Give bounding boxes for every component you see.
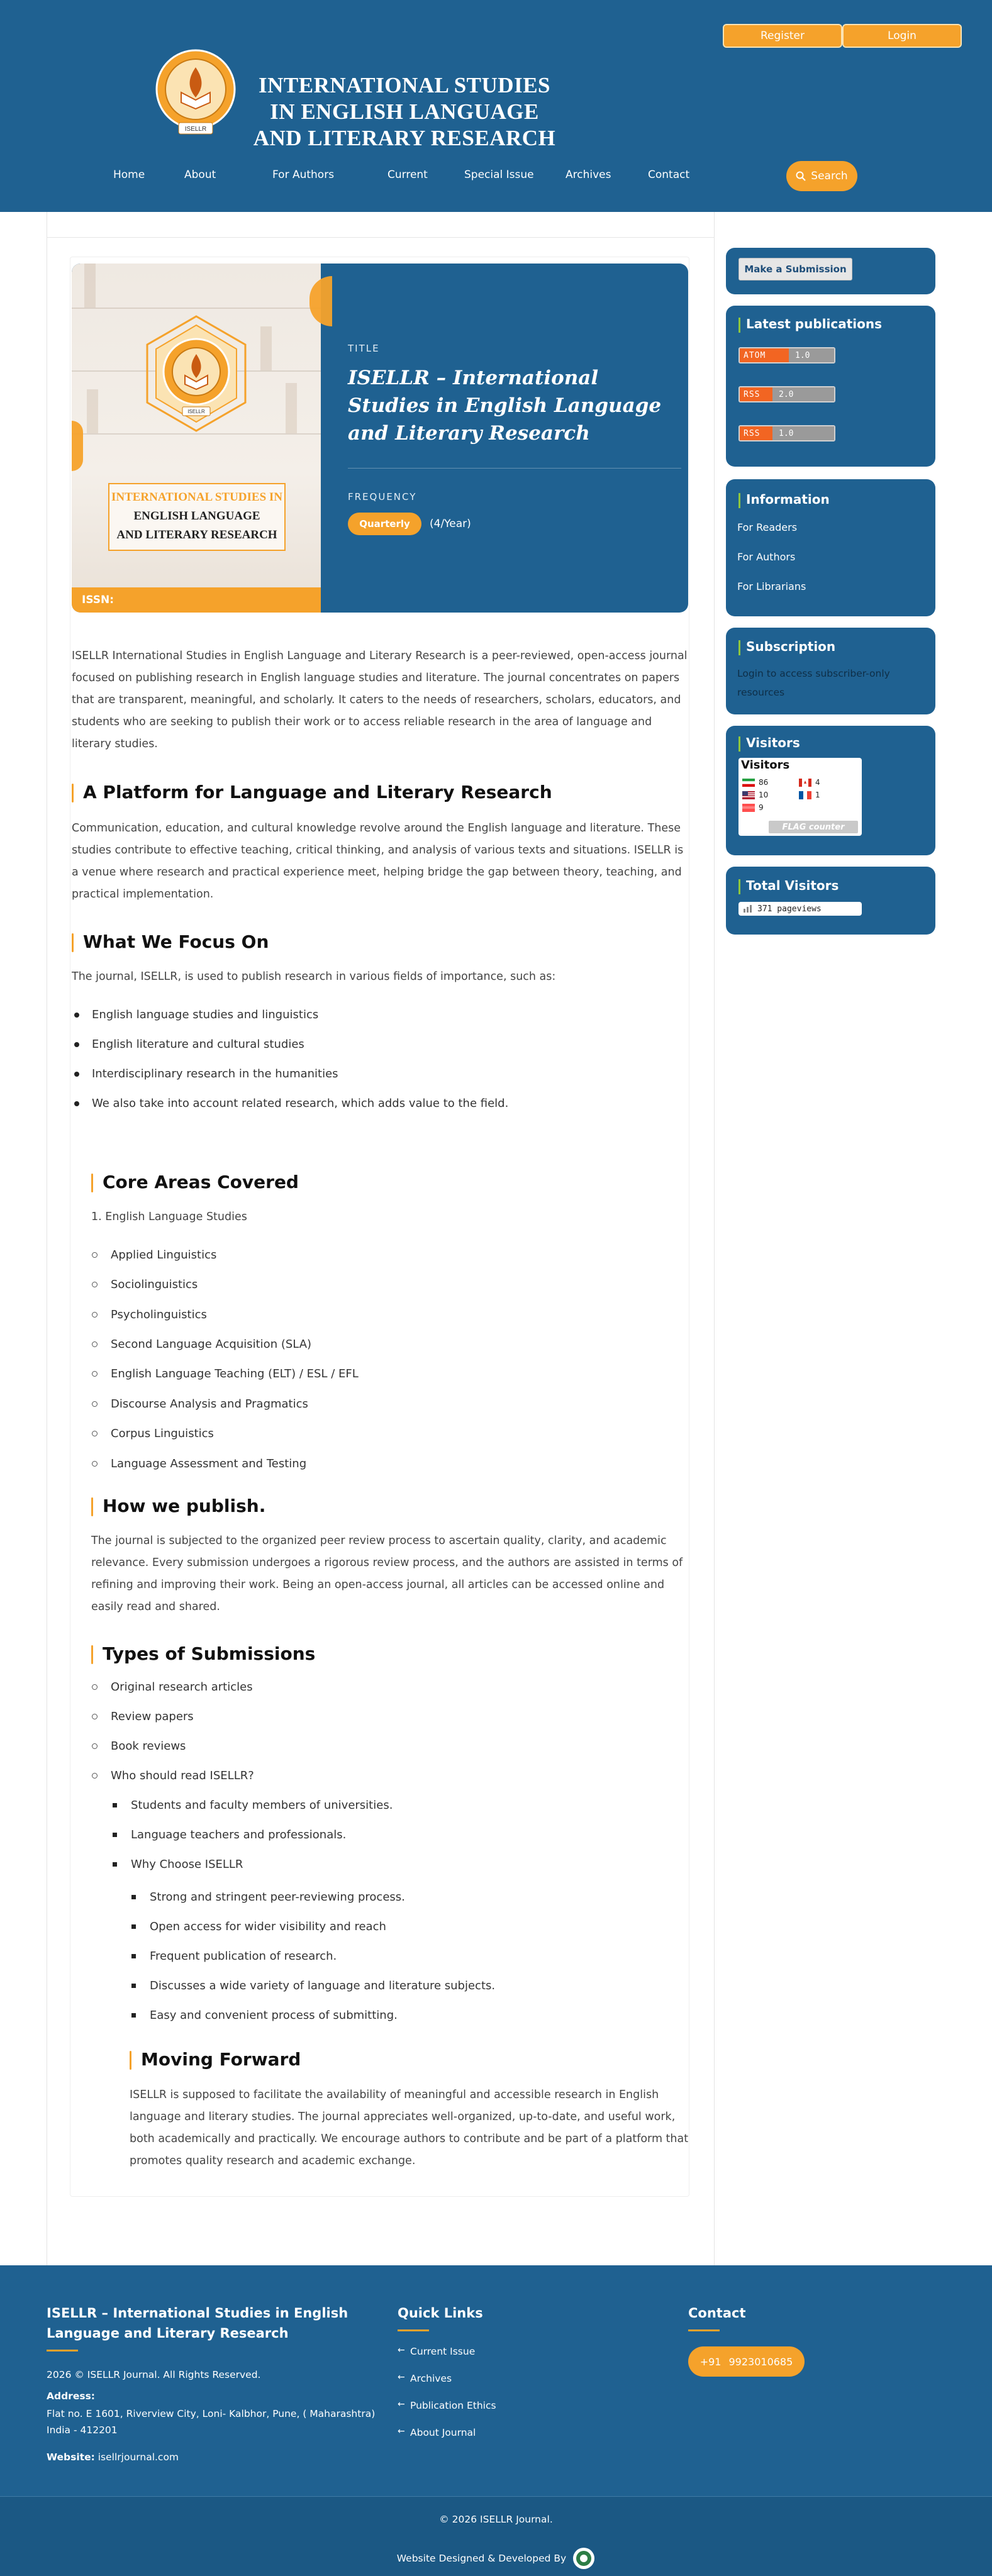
journal-hero-card [72,264,688,613]
register-button[interactable]: Register [723,24,842,48]
search-button[interactable] [786,161,857,191]
list-item: Discourse Analysis and Pragmatics [92,1396,308,1413]
designed-by-text: Website Designed & Developed By [396,2553,567,2564]
list-item: Language Assessment and Testing [92,1456,306,1472]
journal-title: ISELLR – International Studies in English Language and Literary Research [348,367,662,445]
cover-logo-text: ISELLR [187,409,205,414]
hero-decoration [72,421,83,471]
list-item: Language teachers and professionals. [112,1827,346,1843]
cover-name-line2: ENGLISH LANGUAGE [133,509,260,523]
quick-link-about-journal[interactable]: ← About Journal [398,2427,476,2438]
rss2-feed-link[interactable] [738,386,835,402]
visitors-block [726,726,935,855]
flag-row [799,778,820,787]
subscription-title: Subscription [738,639,835,654]
moving-forward-paragraph: ISELLR is supposed to facilitate the availability of meaningful and accessible research in English language and literary studies. The journal appreciates well-organized, up-to-date, and useful work, both academically and practically. We encourage authors to contribute and be part of a platform that promotes quality research and academic exchange. [130,2089,689,2167]
info-link-authors[interactable]: For Authors [737,551,796,563]
designer-credit [0,2547,992,2570]
list-item: English Language Teaching (ELT) / ESL / EFL [92,1366,359,1382]
platform-paragraph: Communication, education, and cultural knowledge revolve around the English language and literature. These studies contribute to effective teaching, critical thinking, and analysis of various texts and situations. ISELLR is a venue where research and practical experience meet, helping bridge the gap between theory, teaching, and practical implementation. [72,822,684,901]
list-item: Interdisciplinary research in the humanities [73,1066,338,1082]
how-we-publish-heading: How we publish. [91,1495,265,1518]
phone-prefix: +91 [699,2355,722,2368]
title-label: TITLE [348,343,380,354]
flag-france-icon [799,791,811,799]
frequency-badge: Quarterly [348,513,421,535]
info-link-readers[interactable]: For Readers [737,521,798,533]
address-label: Address: [47,2390,95,2402]
flag-count: 1 [815,791,820,799]
cover-logo [145,315,248,432]
phone-button[interactable] [688,2346,805,2377]
platform-heading: A Platform for Language and Literary Research [72,781,552,804]
cover-name-line3: AND LITERARY RESEARCH [116,528,277,541]
flag-counter-heading: Visitors [741,758,790,772]
list-item: Open access for wider visibility and reach [131,1919,386,1935]
list-item: Applied Linguistics [92,1247,216,1263]
website-info [47,2450,179,2465]
logo-text: ISELLR [184,126,207,133]
information-title: Information [738,492,830,507]
nav-about[interactable]: About [184,169,216,181]
website-link[interactable]: isellrjournal.com [98,2451,179,2463]
list-item: Easy and convenient process of submitting. [131,2007,398,2024]
nav-contact[interactable]: Contact [648,169,690,181]
core-areas-subheading: 1. English Language Studies [91,1211,247,1223]
quick-links-title: Quick Links [398,2306,483,2321]
feed-type: RSS [740,426,772,440]
flag-row [742,778,768,787]
flag-iran-icon [742,779,755,787]
flag-counter-widget[interactable] [738,758,862,836]
contact-title: Contact [688,2306,746,2321]
site-header [0,0,992,212]
website-label: Website: [47,2451,95,2463]
quick-link-archives[interactable]: ← Archives [398,2373,452,2384]
flag-count: 86 [759,778,769,787]
list-item: Who should read ISELLR? [92,1768,254,1784]
nav-for-authors[interactable]: For Authors [272,169,335,181]
site-footer [0,2265,992,2576]
list-item: We also take into account related research, which adds value to the field. [73,1096,508,1112]
nav-archives[interactable]: Archives [566,169,611,181]
rss1-feed-link[interactable] [738,425,835,441]
latest-publications-block [726,306,935,467]
feed-version: 2.0 [772,387,834,401]
list-item: Sociolinguistics [92,1277,198,1293]
pageviews-counter [738,902,862,916]
info-link-librarians[interactable]: For Librarians [737,580,806,592]
flag-counter-logo: FLAG counter [769,821,858,833]
nav-current[interactable]: Current [387,169,428,181]
frequency-label: FREQUENCY [348,491,417,502]
footer-underline [398,2329,429,2331]
list-item: English language studies and linguistics [73,1007,318,1023]
list-item: Discusses a wide variety of language and literature subjects. [131,1978,495,1994]
search-icon [796,171,806,181]
search-label: Search [811,170,848,182]
login-button[interactable]: Login [842,24,962,48]
developer-logo-icon[interactable] [572,2547,595,2570]
footer-bottom-bar [0,2496,992,2576]
quick-link-publication-ethics[interactable]: ← Publication Ethics [398,2400,496,2411]
make-submission-button[interactable]: Make a Submission [738,258,852,280]
frequency-detail: (4/Year) [430,518,471,530]
focus-heading: What We Focus On [72,931,269,953]
submission-types-heading: Types of Submissions [91,1643,315,1665]
site-title[interactable]: INTERNATIONAL STUDIES IN ENGLISH LANGUAGE AND LITERARY RESEARCH [253,73,556,150]
pageviews-value: 371 pageviews [757,904,822,914]
visitors-title: Visitors [738,735,800,750]
flag-row [742,803,764,812]
moving-forward-heading: Moving Forward [130,2048,301,2071]
hero-details [348,264,675,613]
phone-number: 9923010685 [728,2355,793,2368]
feed-type: ATOM [740,348,789,362]
address-line1: Flat no. E 1601, Riverview City, Loni- Kalbhor, Pune, ( Maharashtra) [47,2408,376,2419]
footer-copyright: 2026 © ISELLR Journal. All Rights Reserved. [47,2369,261,2380]
list-item: Why Choose ISELLR [112,1857,243,1873]
flag-row [742,791,768,799]
information-block [726,479,935,616]
footer-underline [47,2350,78,2351]
flag-canada-icon [799,779,811,787]
nav-home[interactable]: Home [113,169,145,181]
how-we-publish-paragraph: The journal is subjected to the organized peer review process to ascertain quality, clarity, and academic relevance. Every submission undergoes a rigorous review process, and the authors are assisted in terms of refining and improving their work. Being an open-access journal, all articles can be accessed online and easily read and shared. [91,1535,683,1613]
content-divider [47,237,715,238]
flag-count: 9 [759,803,764,812]
nav-special-issue[interactable]: Special Issue [464,169,534,181]
footer-underline [688,2329,720,2331]
flag-row [799,791,820,799]
cover-name-line1: INTERNATIONAL STUDIES IN [111,491,283,504]
intro-paragraph: ISELLR International Studies in English Language and Literary Research is a peer-reviewed, open-access journal focused on publishing research in English language studies and literature. The journal concentrates on papers that are transparent, meaningful, and scholarly. It caters to the needs of researchers, scholars, educators, and students who are seeking to publish their work or to access reliable research in the area of language and literary studies. [72,650,688,750]
submission-block [726,248,935,294]
atom-feed-link[interactable] [738,347,835,364]
journal-cover [72,264,321,613]
subscription-block [726,628,935,714]
journal-logo[interactable] [155,48,237,140]
address-line2: India - 412201 [47,2424,118,2436]
list-item: Psycholinguistics [92,1307,207,1323]
issn-label: ISSN: [72,587,321,613]
flag-unknown-icon [742,804,755,812]
hero-divider [348,468,681,469]
list-item: Original research articles [92,1679,253,1696]
focus-intro: The journal, ISELLR, is used to publish research in various fields of importance, such as: [72,970,556,983]
flag-usa-icon [742,791,755,799]
list-item: Students and faculty members of universities. [112,1797,393,1814]
feed-version: 1.0 [789,348,834,362]
list-item: Strong and stringent peer-reviewing process. [131,1889,405,1906]
flag-count: 4 [815,778,820,787]
list-item: Second Language Acquisition (SLA) [92,1336,311,1353]
total-visitors-title: Total Visitors [738,878,839,893]
total-visitors-block [726,867,935,935]
latest-publications-title: Latest publications [738,316,882,331]
feed-type: RSS [740,387,772,401]
cover-journal-name [108,483,286,551]
list-item: Frequent publication of research. [131,1948,337,1965]
bottom-copyright: © 2026 ISELLR Journal. [439,2514,553,2525]
list-item: English literature and cultural studies [73,1036,304,1053]
core-areas-heading: Core Areas Covered [91,1171,299,1194]
feed-version: 1.0 [772,426,834,440]
quick-link-current-issue[interactable]: ← Current Issue [398,2346,475,2357]
list-item: Review papers [92,1709,194,1725]
subscription-text: Login to access subscriber-only resources [737,668,890,698]
footer-journal-title: ISELLR – International Studies in English Language and Literary Research [47,2306,348,2341]
chart-icon [744,905,752,913]
list-item: Book reviews [92,1738,186,1755]
flag-count: 10 [759,791,769,799]
list-item: Corpus Linguistics [92,1426,214,1442]
